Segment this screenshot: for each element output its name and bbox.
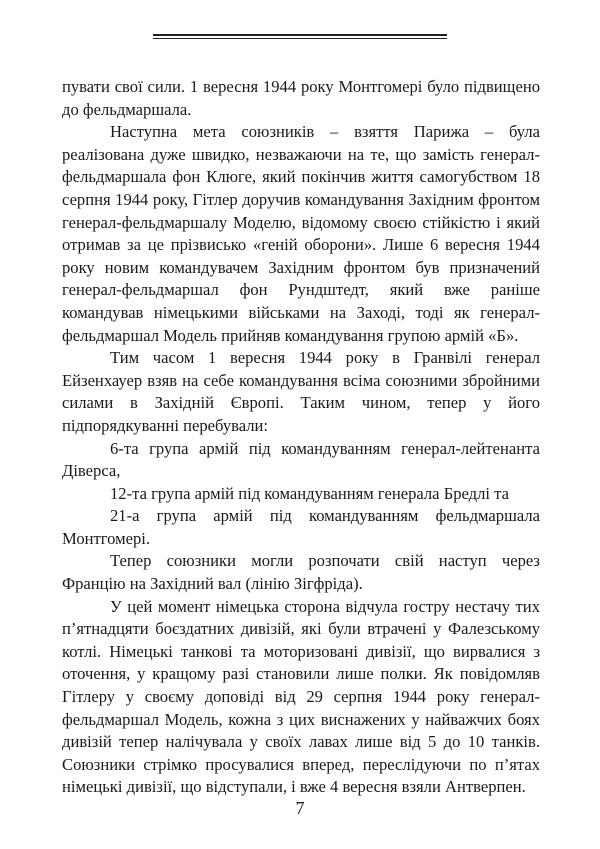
paragraph: 12-та група армій під командуванням генерала Бредлі та [110,483,509,503]
paragraph: У цей момент німецька сторона відчула гостру нестачу тих п’ятнадцяти боєздатних дивізій, які були втрачені у Фалезському котлі. Німецькі танкові та моторизовані дивізії, що вирвалися з оточення, у кращому разі становили лише полки. Як повідомляв Гітлеру у своєму доповіді від 29 серпня 1944 року генерал-фельдмаршал Модель, кожна з цих виснажених у найважчих боях дивізій тепер налічувала у своїх лавах лише від 5 до 10 танків. Союзники стрімко просувалися вперед, переслідуючи по п’ятах німецькі дивізії, що відступали, і вже 4 вересня взяли Антверпен. [62,596,540,797]
header-rule-thin [153,38,447,39]
paragraph: пувати свої сили. 1 вересня 1944 року Монтгомері було підвищено до фельдмаршала. [62,77,540,119]
paragraph: 21-а група армій під командуванням фельдмаршала Монтгомері. [62,506,540,548]
paragraph: 6-та група армій під командуванням генерал-лейтенанта Діверса, [62,438,540,481]
paragraph: Тепер союзники могли розпочати свій наступ через Францію на Західний вал (лінію Зігфріда). [62,551,540,594]
header-rule [153,34,447,39]
header-rule-thick [153,34,447,36]
page-number: 7 [295,798,305,818]
body-text [62,76,540,799]
paragraph: Наступна мета союзників – взяття Парижа – була реалізована дуже швидко, незважаючи на те, що замість генерал-фельдмаршала фон Клюге, який покінчив життя самогубством 18 серпня 1944 року, Гітлер доручив командування Західним фронтом генерал-фельдмаршалу Моделю, відомому своєю стійкістю і який отримав за це прізвисько «геній оборони». Лише 6 вересня 1944 року новим командувачем Західним фронтом був призначений генерал-фельдмаршал фон Рундштедт, який вже раніше командував німецькими військами на Заході, тоді як генерал-фельдмаршал Модель прийняв командування групою армій «Б». [62,122,540,345]
paragraph: Тим часом 1 вересня 1944 року в Гранвілі генерал Ейзенхауер взяв на себе командування всіма союзними збройними силами в Західній Європі. Таким чином, тепер у його підпорядкуванні перебували: [62,348,540,435]
